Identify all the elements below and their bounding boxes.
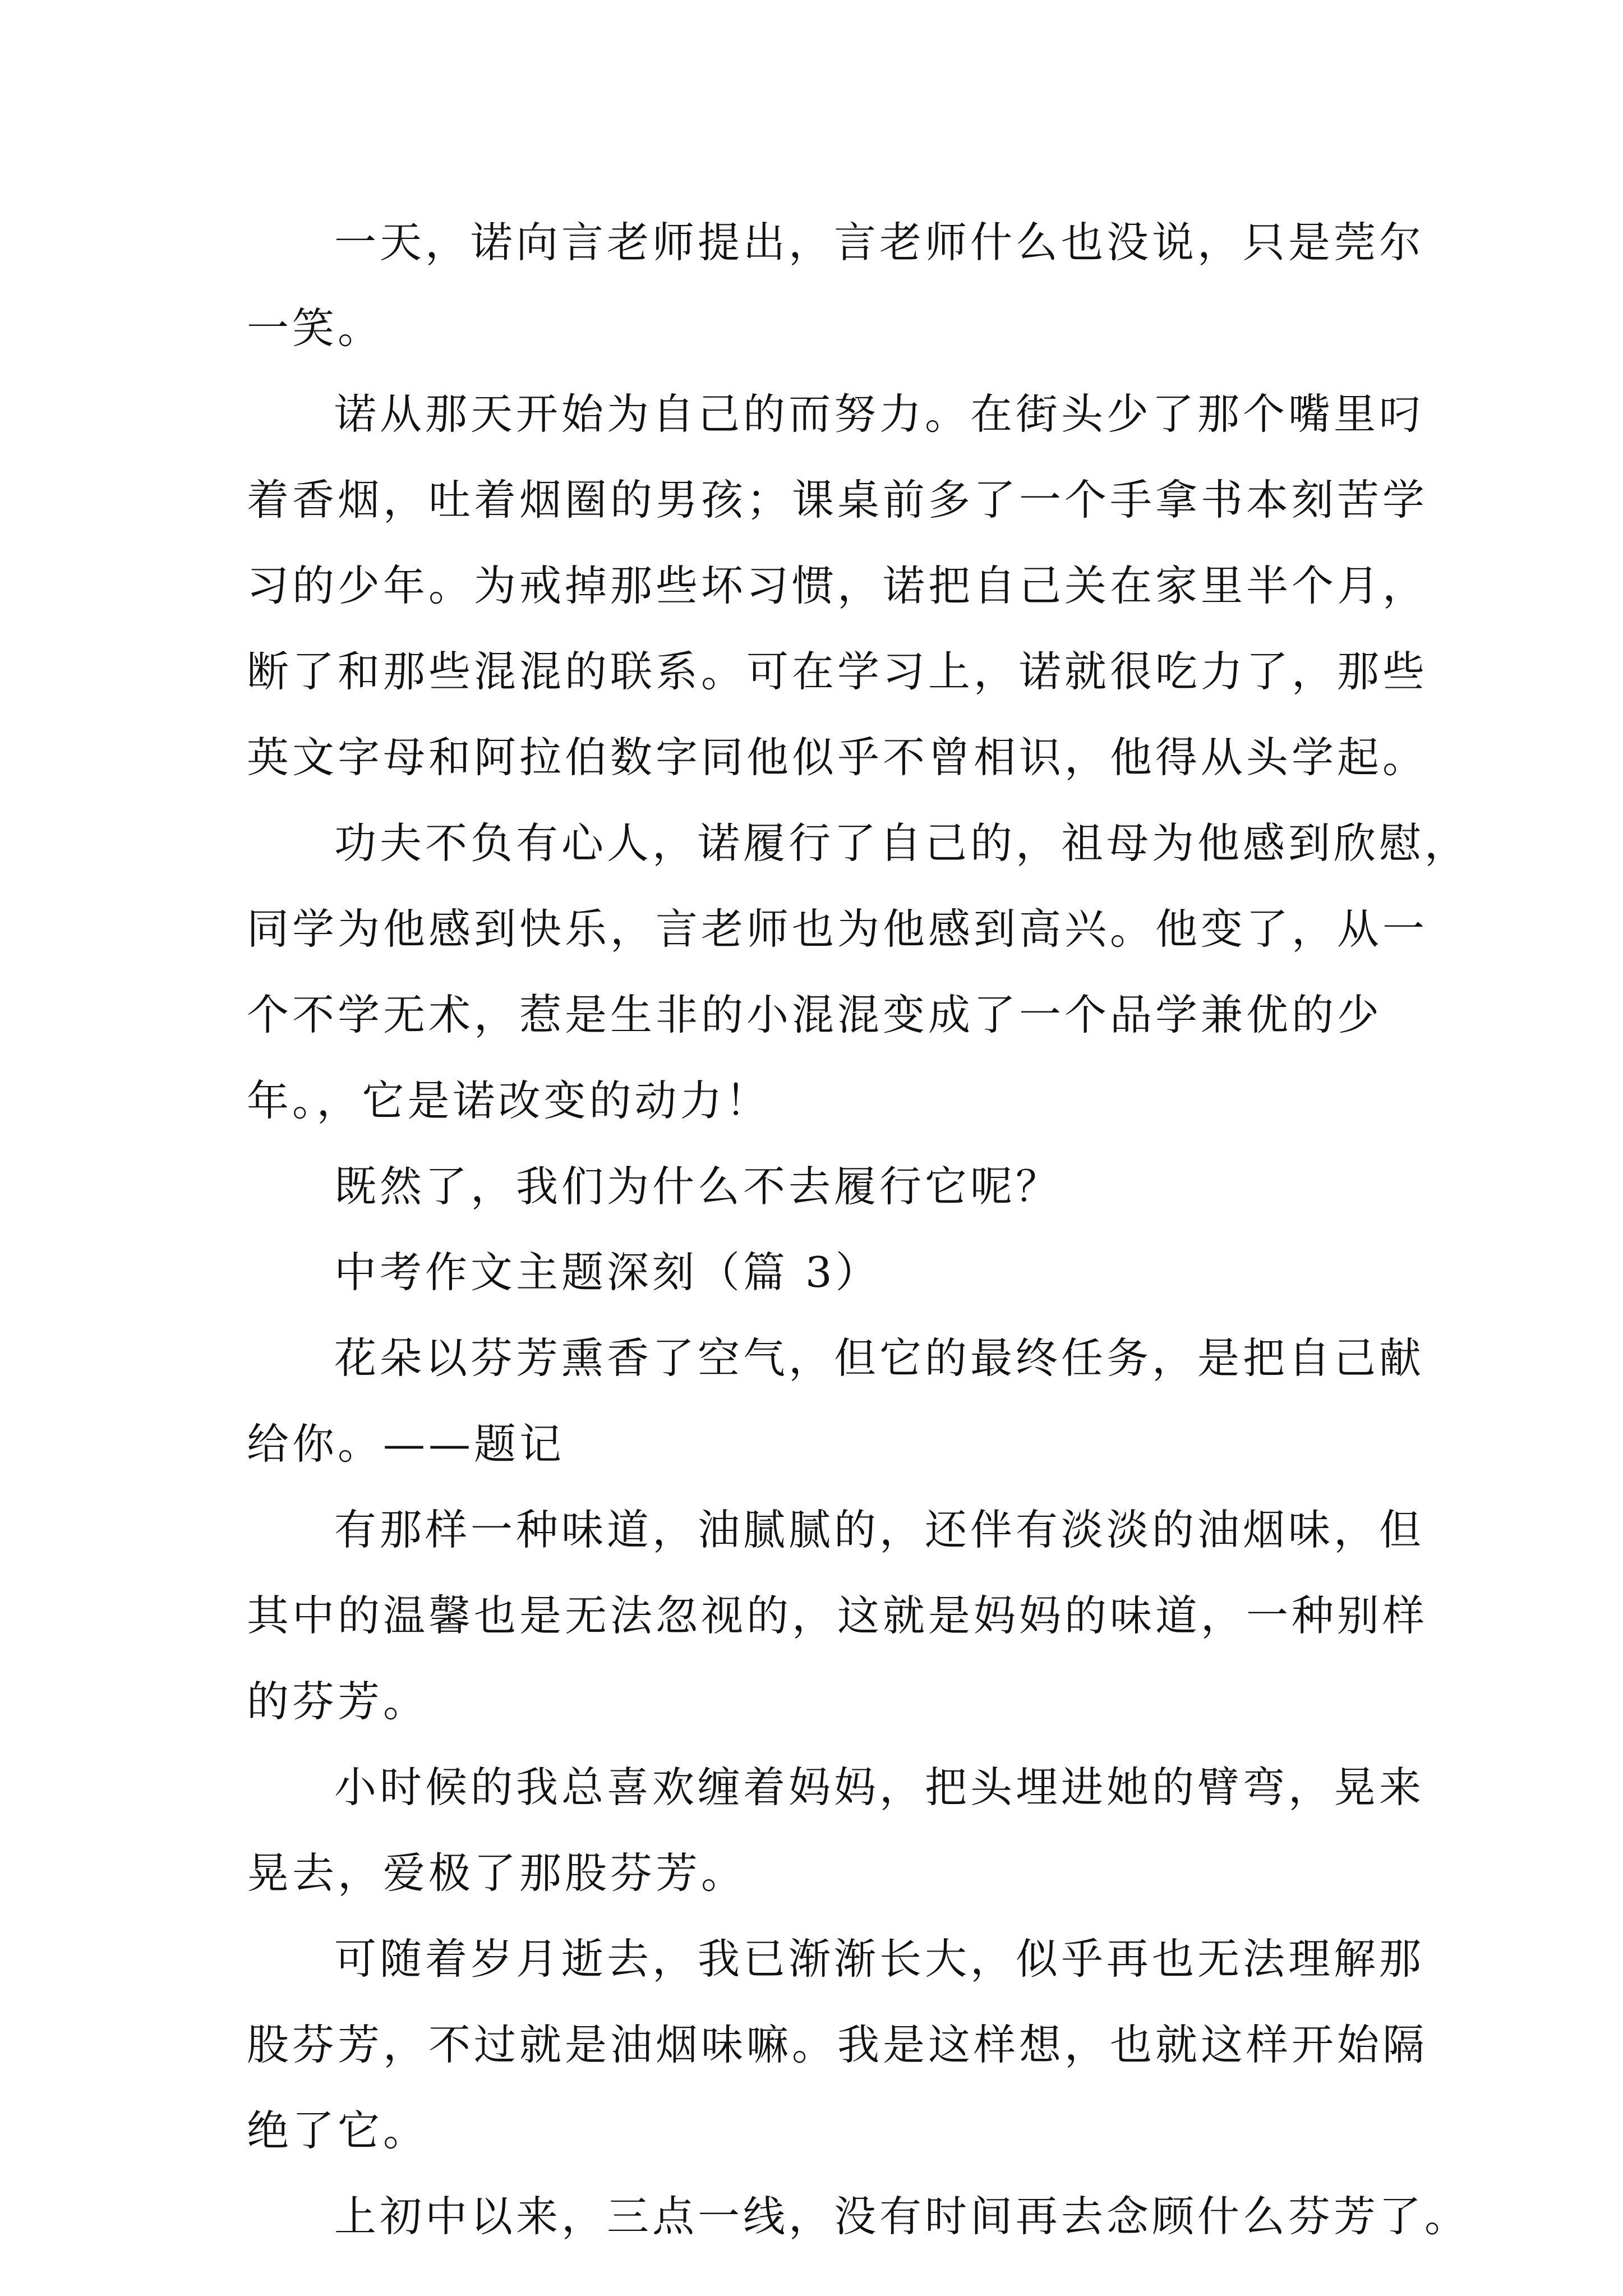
paragraph	[247, 2174, 1470, 2260]
text-line: 既然了，我们为什么不去履行它呢？	[334, 1162, 1062, 1211]
paragraph	[247, 1315, 1425, 1487]
text-line: 习的少年。为戒掉那些坏习惯，诺把自己关在家里半个月，	[247, 561, 1428, 610]
document-body	[247, 200, 1470, 2260]
text-line: 一笑。	[247, 303, 384, 353]
paragraph	[247, 1745, 1425, 1916]
text-line: 个不学无术，惹是生非的小混混变成了一个品学兼优的少	[247, 990, 1383, 1039]
paragraph	[247, 800, 1470, 1144]
text-line: 小时候的我总喜欢缠着妈妈，把头埋进她的臂弯，晃来	[334, 1763, 1425, 1812]
text-line: 功夫不负有心人，诺履行了自己的，祖母为他感到欣慰，	[334, 818, 1470, 868]
paragraph	[247, 1230, 1391, 1315]
text-line: 断了和那些混混的联系。可在学习上，诺就很吃力了，那些	[247, 647, 1428, 696]
paragraph	[247, 371, 1428, 800]
paragraph	[247, 200, 1425, 371]
text-line: 晃去，爱极了那股芬芳。	[247, 1848, 747, 1898]
text-line: 一天，诺向言老师提出，言老师什么也没说，只是莞尔	[334, 218, 1425, 267]
text-line: 其中的温馨也是无法忽视的，这就是妈妈的味道，一种别样	[247, 1591, 1428, 1640]
paragraph	[247, 1144, 1391, 1230]
paragraph	[247, 1487, 1428, 1745]
text-line: 中考作文主题深刻（篇 3）	[334, 1248, 881, 1297]
text-line: 着香烟，吐着烟圈的男孩；课桌前多了一个手拿书本刻苦学	[247, 475, 1428, 524]
text-line: 年。，它是诺改变的动力！	[247, 1076, 771, 1125]
text-line: 给你。——题记	[247, 1419, 565, 1469]
paragraph	[247, 1916, 1428, 2174]
text-line: 同学为他感到快乐，言老师也为他感到高兴。他变了，从一	[247, 904, 1428, 954]
text-line: 股芬芳，不过就是油烟味嘛。我是这样想，也就这样开始隔	[247, 2020, 1428, 2069]
text-line: 可随着岁月逝去，我已渐渐长大，似乎再也无法理解那	[334, 1934, 1425, 1984]
text-line: 诺从那天开始为自己的而努力。在街头少了那个嘴里叼	[334, 389, 1425, 439]
text-line: 绝了它。	[247, 2106, 429, 2155]
text-line: 英文字母和阿拉伯数字同他似乎不曾相识，他得从头学起。	[247, 733, 1428, 782]
text-line: 的芬芳。	[247, 1677, 429, 1726]
text-line: 花朵以芬芳熏香了空气，但它的最终任务，是把自己献	[334, 1333, 1425, 1383]
text-line: 上初中以来，三点一线，没有时间再去念顾什么芬芳了。	[334, 2192, 1470, 2241]
text-line: 有那样一种味道，油腻腻的，还伴有淡淡的油烟味，但	[334, 1505, 1425, 1554]
